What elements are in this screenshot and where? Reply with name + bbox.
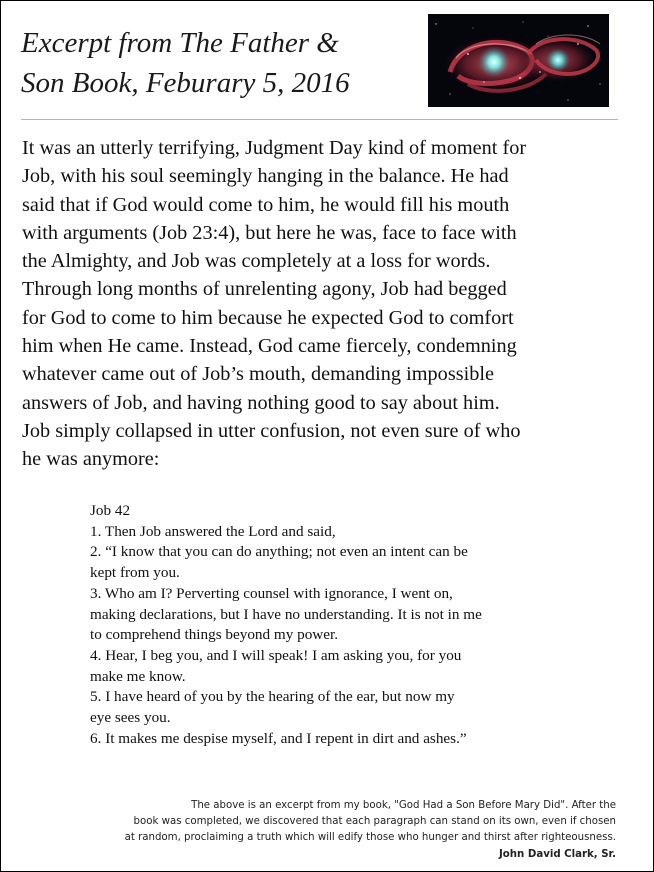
- scripture-line: 2. “I know that you can do anything; not even an intent can be: [90, 543, 468, 561]
- footnote-line: at random, proclaiming a truth which will edify those who hunger and thirst after righteousness.: [124, 832, 616, 844]
- excerpt-paragraph: [22, 134, 627, 474]
- author-signature: John David Clark, Sr.: [499, 848, 616, 860]
- galaxy-nebula-image: [428, 14, 609, 107]
- scripture-line: making declarations, but I have no understanding. It is not in me: [90, 605, 482, 623]
- scripture-line: eye sees you.: [90, 709, 171, 727]
- scripture-heading: Job 42: [90, 502, 131, 519]
- paragraph-line: he was anymore:: [22, 448, 160, 471]
- scripture-line: 3. Who am I? Perverting counsel with ignorance, I went on,: [90, 584, 453, 602]
- paragraph-line: the Almighty, and Job was completely at a loss for words.: [22, 250, 491, 273]
- scripture-line: 4. Hear, I beg you, and I will speak! I am asking you, for you: [90, 646, 462, 664]
- paragraph-line: him when He came. Instead, God came fiercely, condemning: [22, 335, 517, 358]
- footnote: [16, 798, 616, 863]
- paragraph-line: Through long months of unrelenting agony, Job had begged: [22, 278, 507, 301]
- title-line-2: Son Book, Feburary 5, 2016: [21, 67, 350, 99]
- paragraph-line: Job simply collapsed in utter confusion, not even sure of who: [22, 419, 521, 442]
- scripture-line: 6. It makes me despise myself, and I repent in dirt and ashes.”: [90, 729, 467, 747]
- scripture-line: 5. I have heard of you by the hearing of the ear, but now my: [90, 688, 455, 706]
- paragraph-line: for God to come to him because he expected God to comfort: [22, 306, 514, 329]
- scripture-line: kept from you.: [90, 564, 180, 582]
- paragraph-line: answers of Job, and having nothing good to say about him.: [22, 391, 500, 414]
- paragraph-line: said that if God would come to him, he would fill his mouth: [22, 193, 510, 216]
- scripture-line: 1. Then Job answered the Lord and said,: [90, 522, 336, 540]
- footnote-line: book was completed, we discovered that each paragraph can stand on its own, even if chosen: [133, 816, 616, 828]
- scripture-line: to comprehend things beyond my power.: [90, 626, 339, 644]
- paragraph-line: with arguments (Job 23:4), but here he was, face to face with: [22, 221, 517, 244]
- scripture-line: make me know.: [90, 667, 186, 685]
- paragraph-line: Job, with his soul seemingly hanging in the balance. He had: [22, 165, 509, 188]
- scripture-quote: [90, 501, 590, 749]
- footnote-line: The above is an excerpt from my book, "God Had a Son Before Mary Did". After the: [191, 800, 616, 811]
- header-divider: [21, 119, 618, 120]
- page-title: [21, 23, 416, 103]
- title-line-1: Excerpt from The Father &: [21, 27, 339, 59]
- paragraph-line: whatever came out of Job’s mouth, demanding impossible: [22, 363, 495, 386]
- paragraph-line: It was an utterly terrifying, Judgment Day kind of moment for: [22, 137, 527, 159]
